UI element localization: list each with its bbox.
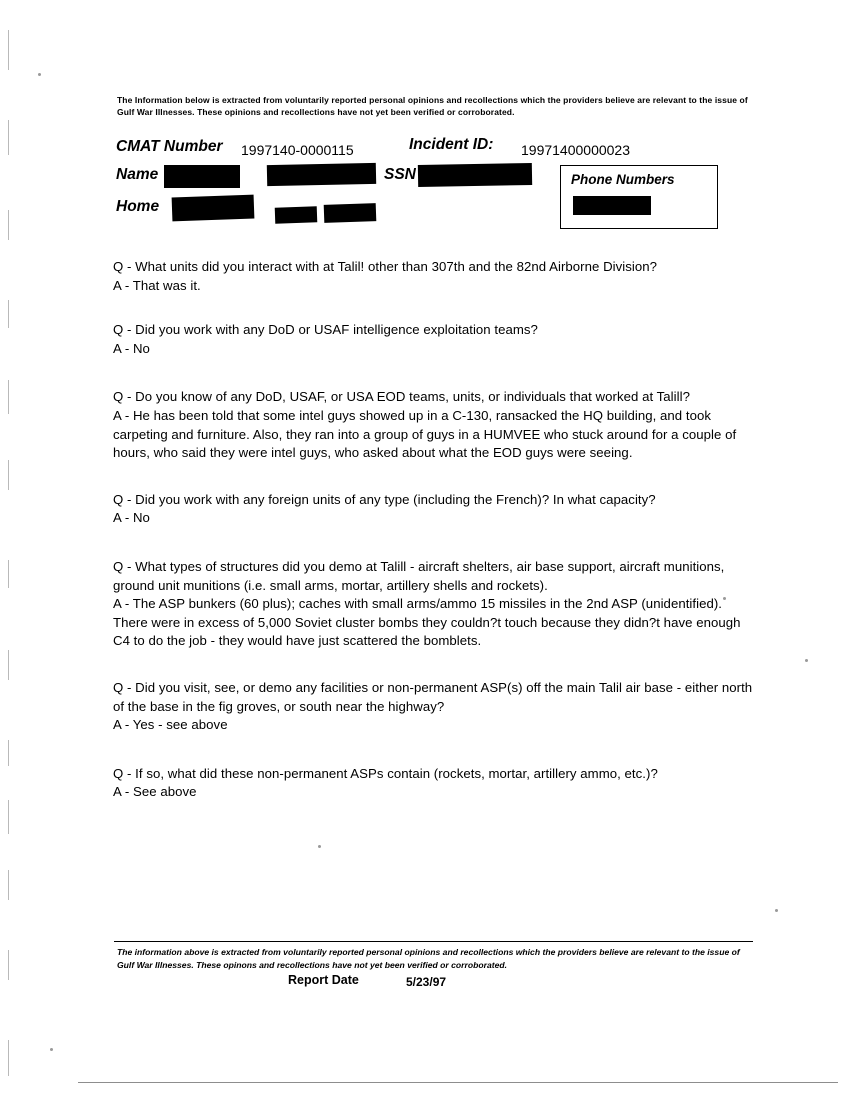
- qa-question: Q - Do you know of any DoD, USAF, or USA EOD teams, units, or individuals that worked at Talill?: [113, 389, 690, 405]
- question-answer-list: [113, 258, 753, 802]
- footer-divider: [114, 941, 753, 942]
- redaction-bar-name-2: [267, 163, 376, 186]
- phone-numbers-box: [560, 165, 718, 229]
- redaction-bar-home-1: [172, 195, 255, 222]
- incident-id-value: 19971400000023: [521, 142, 631, 158]
- scan-speck: [775, 909, 778, 912]
- qa-answer: A - No: [113, 510, 150, 526]
- redaction-bar-home-2: [275, 206, 318, 223]
- scan-speck: [805, 659, 808, 662]
- qa-question: Q - Did you work with any foreign units of any type (including the French)? In what capacity?: [113, 491, 656, 507]
- qa-answer: A - See above: [113, 784, 197, 800]
- name-label: Name: [116, 166, 159, 183]
- redaction-bar-ssn: [418, 163, 532, 187]
- qa-question: Q - What units did you interact with at Talil! other than 307th and the 82nd Airborne Division?: [113, 259, 658, 274]
- redaction-bar-name-1: [164, 165, 240, 188]
- scan-speck: [38, 73, 41, 76]
- qa-item: [113, 491, 753, 528]
- home-label: Home: [116, 198, 160, 215]
- qa-answer: A - He has been told that some intel guys showed up in a C-130, ransacked the HQ building, and took carpeting and furniture. Also, they ran into a group of guys in a HUMVEE who stuck around for a couple of hours, who said they were intel guys, who asked about what the EOD guys were seeing.: [113, 407, 737, 461]
- phone-numbers-label: Phone Numbers: [571, 172, 675, 187]
- report-date-label: Report Date: [288, 973, 359, 987]
- qa-question: Q - Did you visit, see, or demo any facilities or non-permanent ASP(s) off the main Talil air base - either north of the base in the fig groves, or south near the highway?: [113, 679, 753, 714]
- bottom-disclaimer-text: The information above is extracted from voluntarily reported personal opinions and recollections which the providers believe are relevant to the issue of Gulf War Illnesses. These opinons and recollections have not yet been verified or corroborated.: [117, 947, 740, 970]
- qa-answer: A - Yes - see above: [113, 717, 228, 733]
- report-date-value: 5/23/97: [406, 975, 447, 989]
- qa-answer: A - The ASP bunkers (60 plus); caches with small arms/ammo 15 missiles in the 2nd ASP (unidentified). There were in excess of 5,000 Soviet cluster bombs they couldn?t touch because they didn?t have enough C4 to do the job - they would have just scattered the bomblets.: [113, 596, 741, 649]
- scan-speck: [50, 1048, 53, 1051]
- qa-answer: A - No: [113, 340, 150, 356]
- scan-edge-artifacts: [8, 0, 14, 1099]
- qa-question: Q - What types of structures did you demo at Talill - aircraft shelters, air base support, aircraft munitions, ground unit munitions (i.e. small arms, mortar, artillery shells and rockets).: [113, 558, 725, 593]
- cmat-number-label: CMAT Number: [116, 138, 223, 155]
- qa-item: [113, 765, 753, 802]
- cmat-number-value: 1997140-0000115: [241, 142, 354, 158]
- qa-item: [113, 679, 753, 735]
- qa-question: Q - Did you work with any DoD or USAF intelligence exploitation teams?: [113, 322, 538, 338]
- redaction-bar-phone: [573, 196, 651, 215]
- top-disclaimer-text: The Information below is extracted from voluntarily reported personal opinions and recollections which the providers believe are relevant to the issue of Gulf War Illnesses. These opinions and recollections have not yet been verified or corroborated.: [117, 95, 748, 117]
- qa-item: [113, 558, 753, 651]
- qa-answer: A - That was it.: [113, 277, 201, 293]
- ssn-label: SSN: [384, 166, 416, 183]
- qa-item: [113, 388, 753, 462]
- qa-item: [113, 258, 753, 295]
- identification-block: [112, 130, 732, 240]
- incident-id-label: Incident ID:: [409, 136, 494, 153]
- qa-question: Q - If so, what did these non-permanent ASPs contain (rockets, mortar, artillery ammo, etc.)?: [113, 765, 658, 781]
- scan-speck: [318, 845, 321, 848]
- qa-item: [113, 321, 753, 358]
- redaction-bar-home-3: [324, 203, 377, 223]
- page-bottom-rule: [78, 1082, 838, 1083]
